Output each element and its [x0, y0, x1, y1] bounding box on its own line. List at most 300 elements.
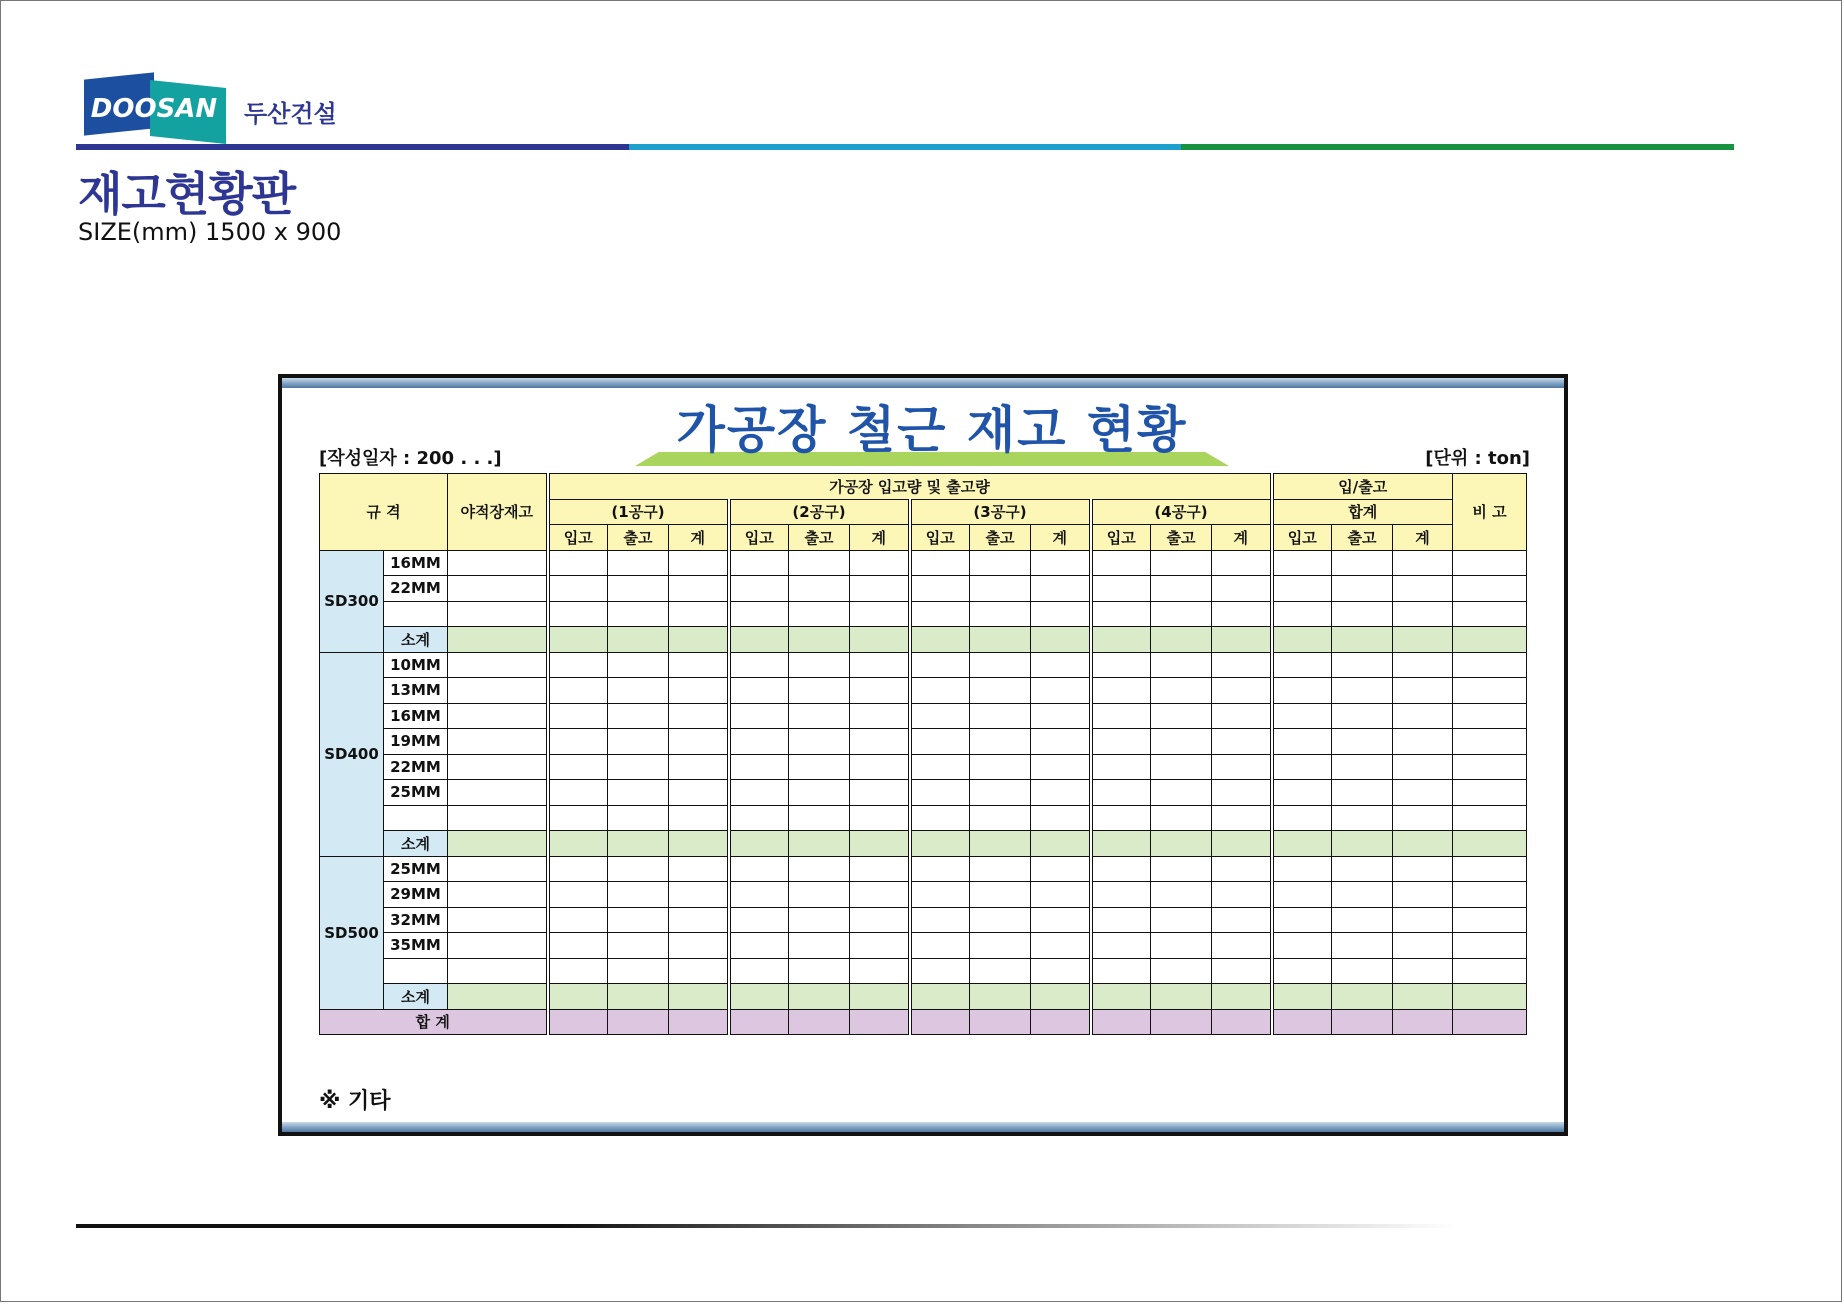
qty-cell[interactable] — [1332, 831, 1393, 857]
total-cell[interactable] — [1151, 1009, 1212, 1035]
qty-cell[interactable] — [669, 754, 729, 780]
qty-cell[interactable] — [1091, 831, 1151, 857]
qty-cell[interactable] — [1393, 576, 1453, 602]
qty-cell[interactable] — [669, 805, 729, 831]
qty-cell[interactable] — [608, 805, 669, 831]
qty-cell[interactable] — [548, 958, 608, 984]
qty-cell[interactable] — [1151, 754, 1212, 780]
qty-cell[interactable] — [608, 576, 669, 602]
qty-cell[interactable] — [789, 882, 850, 908]
qty-cell[interactable] — [1212, 601, 1272, 627]
qty-cell[interactable] — [548, 754, 608, 780]
qty-cell[interactable] — [789, 984, 850, 1010]
qty-cell[interactable] — [970, 703, 1031, 729]
qty-cell[interactable] — [789, 678, 850, 704]
qty-cell[interactable] — [1212, 933, 1272, 959]
remarks-cell[interactable] — [1453, 652, 1527, 678]
qty-cell[interactable] — [1272, 652, 1332, 678]
qty-cell[interactable] — [1151, 703, 1212, 729]
qty-cell[interactable] — [548, 933, 608, 959]
qty-cell[interactable] — [910, 856, 970, 882]
remarks-cell[interactable] — [1453, 703, 1527, 729]
qty-cell[interactable] — [1272, 856, 1332, 882]
qty-cell[interactable] — [729, 958, 789, 984]
qty-cell[interactable] — [729, 933, 789, 959]
qty-cell[interactable] — [1091, 907, 1151, 933]
qty-cell[interactable] — [1332, 678, 1393, 704]
qty-cell[interactable] — [1393, 958, 1453, 984]
qty-cell[interactable] — [789, 907, 850, 933]
qty-cell[interactable] — [729, 550, 789, 576]
qty-cell[interactable] — [1332, 652, 1393, 678]
qty-cell[interactable] — [669, 780, 729, 806]
qty-cell[interactable] — [910, 678, 970, 704]
remarks-cell[interactable] — [1453, 882, 1527, 908]
qty-cell[interactable] — [1031, 754, 1091, 780]
qty-cell[interactable] — [669, 703, 729, 729]
total-cell[interactable] — [850, 1009, 910, 1035]
qty-cell[interactable] — [1332, 754, 1393, 780]
qty-cell[interactable] — [850, 856, 910, 882]
qty-cell[interactable] — [669, 907, 729, 933]
qty-cell[interactable] — [1393, 907, 1453, 933]
qty-cell[interactable] — [729, 882, 789, 908]
qty-cell[interactable] — [1091, 601, 1151, 627]
qty-cell[interactable] — [1212, 627, 1272, 653]
qty-cell[interactable] — [1151, 907, 1212, 933]
total-cell[interactable] — [608, 1009, 669, 1035]
total-cell[interactable] — [789, 1009, 850, 1035]
qty-cell[interactable] — [970, 780, 1031, 806]
qty-cell[interactable] — [1091, 627, 1151, 653]
qty-cell[interactable] — [548, 576, 608, 602]
qty-cell[interactable] — [1151, 882, 1212, 908]
qty-cell[interactable] — [789, 933, 850, 959]
qty-cell[interactable] — [1031, 550, 1091, 576]
qty-cell[interactable] — [1393, 882, 1453, 908]
yard-stock-cell[interactable] — [448, 907, 548, 933]
qty-cell[interactable] — [789, 780, 850, 806]
qty-cell[interactable] — [1212, 856, 1272, 882]
qty-cell[interactable] — [1091, 882, 1151, 908]
qty-cell[interactable] — [1393, 627, 1453, 653]
qty-cell[interactable] — [1393, 780, 1453, 806]
qty-cell[interactable] — [669, 550, 729, 576]
yard-stock-cell[interactable] — [448, 729, 548, 755]
qty-cell[interactable] — [1272, 984, 1332, 1010]
qty-cell[interactable] — [1393, 550, 1453, 576]
qty-cell[interactable] — [729, 856, 789, 882]
qty-cell[interactable] — [789, 703, 850, 729]
total-cell[interactable] — [1031, 1009, 1091, 1035]
qty-cell[interactable] — [1272, 780, 1332, 806]
qty-cell[interactable] — [1272, 703, 1332, 729]
qty-cell[interactable] — [729, 831, 789, 857]
total-cell[interactable] — [729, 1009, 789, 1035]
qty-cell[interactable] — [850, 882, 910, 908]
qty-cell[interactable] — [1212, 703, 1272, 729]
qty-cell[interactable] — [850, 601, 910, 627]
qty-cell[interactable] — [970, 907, 1031, 933]
qty-cell[interactable] — [1212, 780, 1272, 806]
qty-cell[interactable] — [910, 805, 970, 831]
qty-cell[interactable] — [1272, 601, 1332, 627]
remarks-cell[interactable] — [1453, 754, 1527, 780]
qty-cell[interactable] — [729, 729, 789, 755]
remarks-cell[interactable] — [1453, 576, 1527, 602]
qty-cell[interactable] — [850, 958, 910, 984]
qty-cell[interactable] — [1212, 958, 1272, 984]
qty-cell[interactable] — [1393, 652, 1453, 678]
qty-cell[interactable] — [1332, 627, 1393, 653]
qty-cell[interactable] — [1091, 805, 1151, 831]
qty-cell[interactable] — [1151, 958, 1212, 984]
yard-stock-cell[interactable] — [448, 576, 548, 602]
qty-cell[interactable] — [1272, 729, 1332, 755]
qty-cell[interactable] — [548, 703, 608, 729]
qty-cell[interactable] — [1332, 907, 1393, 933]
qty-cell[interactable] — [1091, 780, 1151, 806]
qty-cell[interactable] — [1272, 831, 1332, 857]
qty-cell[interactable] — [729, 805, 789, 831]
qty-cell[interactable] — [1212, 678, 1272, 704]
qty-cell[interactable] — [1151, 652, 1212, 678]
qty-cell[interactable] — [548, 627, 608, 653]
yard-stock-cell[interactable] — [448, 627, 548, 653]
yard-stock-cell[interactable] — [448, 958, 548, 984]
qty-cell[interactable] — [1031, 576, 1091, 602]
qty-cell[interactable] — [910, 550, 970, 576]
qty-cell[interactable] — [910, 831, 970, 857]
qty-cell[interactable] — [1332, 550, 1393, 576]
qty-cell[interactable] — [1212, 652, 1272, 678]
qty-cell[interactable] — [608, 831, 669, 857]
qty-cell[interactable] — [729, 678, 789, 704]
qty-cell[interactable] — [608, 984, 669, 1010]
qty-cell[interactable] — [1212, 882, 1272, 908]
qty-cell[interactable] — [1272, 933, 1332, 959]
qty-cell[interactable] — [970, 652, 1031, 678]
qty-cell[interactable] — [850, 703, 910, 729]
qty-cell[interactable] — [910, 652, 970, 678]
total-remarks-cell[interactable] — [1453, 1009, 1527, 1035]
qty-cell[interactable] — [910, 984, 970, 1010]
qty-cell[interactable] — [1091, 652, 1151, 678]
qty-cell[interactable] — [608, 627, 669, 653]
qty-cell[interactable] — [850, 550, 910, 576]
qty-cell[interactable] — [669, 627, 729, 653]
qty-cell[interactable] — [729, 601, 789, 627]
remarks-cell[interactable] — [1453, 550, 1527, 576]
yard-stock-cell[interactable] — [448, 831, 548, 857]
qty-cell[interactable] — [910, 627, 970, 653]
qty-cell[interactable] — [910, 576, 970, 602]
yard-stock-cell[interactable] — [448, 805, 548, 831]
qty-cell[interactable] — [910, 882, 970, 908]
qty-cell[interactable] — [1393, 601, 1453, 627]
qty-cell[interactable] — [1031, 780, 1091, 806]
qty-cell[interactable] — [789, 958, 850, 984]
qty-cell[interactable] — [1212, 831, 1272, 857]
qty-cell[interactable] — [1031, 703, 1091, 729]
qty-cell[interactable] — [729, 984, 789, 1010]
qty-cell[interactable] — [1091, 678, 1151, 704]
qty-cell[interactable] — [1272, 754, 1332, 780]
qty-cell[interactable] — [1151, 729, 1212, 755]
qty-cell[interactable] — [1272, 627, 1332, 653]
qty-cell[interactable] — [669, 984, 729, 1010]
remarks-cell[interactable] — [1453, 958, 1527, 984]
qty-cell[interactable] — [729, 754, 789, 780]
yard-stock-cell[interactable] — [448, 856, 548, 882]
qty-cell[interactable] — [548, 780, 608, 806]
qty-cell[interactable] — [970, 882, 1031, 908]
qty-cell[interactable] — [1031, 601, 1091, 627]
remarks-cell[interactable] — [1453, 856, 1527, 882]
total-cell[interactable] — [548, 1009, 608, 1035]
qty-cell[interactable] — [1091, 958, 1151, 984]
qty-cell[interactable] — [910, 780, 970, 806]
qty-cell[interactable] — [1272, 550, 1332, 576]
qty-cell[interactable] — [548, 984, 608, 1010]
qty-cell[interactable] — [1393, 856, 1453, 882]
qty-cell[interactable] — [1332, 984, 1393, 1010]
qty-cell[interactable] — [1272, 882, 1332, 908]
qty-cell[interactable] — [970, 958, 1031, 984]
qty-cell[interactable] — [850, 831, 910, 857]
qty-cell[interactable] — [1151, 576, 1212, 602]
qty-cell[interactable] — [789, 831, 850, 857]
yard-stock-cell[interactable] — [448, 678, 548, 704]
qty-cell[interactable] — [608, 933, 669, 959]
qty-cell[interactable] — [669, 958, 729, 984]
qty-cell[interactable] — [1332, 703, 1393, 729]
qty-cell[interactable] — [970, 678, 1031, 704]
qty-cell[interactable] — [1272, 907, 1332, 933]
qty-cell[interactable] — [1332, 805, 1393, 831]
qty-cell[interactable] — [729, 780, 789, 806]
qty-cell[interactable] — [548, 907, 608, 933]
qty-cell[interactable] — [729, 703, 789, 729]
qty-cell[interactable] — [789, 754, 850, 780]
qty-cell[interactable] — [669, 576, 729, 602]
yard-stock-cell[interactable] — [448, 933, 548, 959]
qty-cell[interactable] — [1151, 856, 1212, 882]
qty-cell[interactable] — [669, 933, 729, 959]
qty-cell[interactable] — [789, 729, 850, 755]
qty-cell[interactable] — [910, 754, 970, 780]
qty-cell[interactable] — [729, 627, 789, 653]
qty-cell[interactable] — [850, 780, 910, 806]
qty-cell[interactable] — [1091, 576, 1151, 602]
qty-cell[interactable] — [1031, 831, 1091, 857]
remarks-cell[interactable] — [1453, 729, 1527, 755]
qty-cell[interactable] — [608, 882, 669, 908]
qty-cell[interactable] — [1091, 550, 1151, 576]
qty-cell[interactable] — [1212, 907, 1272, 933]
qty-cell[interactable] — [1031, 882, 1091, 908]
qty-cell[interactable] — [1393, 933, 1453, 959]
qty-cell[interactable] — [1332, 601, 1393, 627]
qty-cell[interactable] — [850, 907, 910, 933]
qty-cell[interactable] — [1393, 729, 1453, 755]
qty-cell[interactable] — [1091, 856, 1151, 882]
qty-cell[interactable] — [970, 550, 1031, 576]
qty-cell[interactable] — [608, 703, 669, 729]
qty-cell[interactable] — [850, 984, 910, 1010]
qty-cell[interactable] — [1272, 805, 1332, 831]
qty-cell[interactable] — [850, 805, 910, 831]
total-cell[interactable] — [1091, 1009, 1151, 1035]
qty-cell[interactable] — [1151, 984, 1212, 1010]
qty-cell[interactable] — [1332, 576, 1393, 602]
qty-cell[interactable] — [669, 831, 729, 857]
qty-cell[interactable] — [669, 678, 729, 704]
qty-cell[interactable] — [1212, 576, 1272, 602]
qty-cell[interactable] — [669, 729, 729, 755]
qty-cell[interactable] — [669, 601, 729, 627]
qty-cell[interactable] — [548, 678, 608, 704]
qty-cell[interactable] — [970, 933, 1031, 959]
qty-cell[interactable] — [850, 754, 910, 780]
yard-stock-cell[interactable] — [448, 652, 548, 678]
qty-cell[interactable] — [789, 805, 850, 831]
qty-cell[interactable] — [789, 856, 850, 882]
qty-cell[interactable] — [1212, 729, 1272, 755]
yard-stock-cell[interactable] — [448, 703, 548, 729]
qty-cell[interactable] — [789, 652, 850, 678]
total-cell[interactable] — [910, 1009, 970, 1035]
qty-cell[interactable] — [910, 933, 970, 959]
qty-cell[interactable] — [970, 984, 1031, 1010]
qty-cell[interactable] — [970, 754, 1031, 780]
qty-cell[interactable] — [850, 933, 910, 959]
yard-stock-cell[interactable] — [448, 754, 548, 780]
qty-cell[interactable] — [1332, 729, 1393, 755]
qty-cell[interactable] — [789, 576, 850, 602]
remarks-cell[interactable] — [1453, 933, 1527, 959]
qty-cell[interactable] — [1212, 984, 1272, 1010]
qty-cell[interactable] — [970, 729, 1031, 755]
qty-cell[interactable] — [1151, 678, 1212, 704]
qty-cell[interactable] — [608, 856, 669, 882]
qty-cell[interactable] — [850, 652, 910, 678]
qty-cell[interactable] — [1151, 933, 1212, 959]
qty-cell[interactable] — [1151, 550, 1212, 576]
qty-cell[interactable] — [970, 831, 1031, 857]
yard-stock-cell[interactable] — [448, 601, 548, 627]
qty-cell[interactable] — [970, 627, 1031, 653]
remarks-cell[interactable] — [1453, 831, 1527, 857]
qty-cell[interactable] — [789, 627, 850, 653]
qty-cell[interactable] — [608, 652, 669, 678]
qty-cell[interactable] — [1272, 576, 1332, 602]
qty-cell[interactable] — [789, 550, 850, 576]
qty-cell[interactable] — [1393, 754, 1453, 780]
qty-cell[interactable] — [1393, 831, 1453, 857]
qty-cell[interactable] — [669, 882, 729, 908]
qty-cell[interactable] — [669, 856, 729, 882]
qty-cell[interactable] — [1091, 703, 1151, 729]
qty-cell[interactable] — [1091, 984, 1151, 1010]
qty-cell[interactable] — [1031, 933, 1091, 959]
remarks-cell[interactable] — [1453, 984, 1527, 1010]
yard-stock-cell[interactable] — [448, 882, 548, 908]
qty-cell[interactable] — [910, 958, 970, 984]
qty-cell[interactable] — [548, 831, 608, 857]
qty-cell[interactable] — [548, 856, 608, 882]
qty-cell[interactable] — [970, 805, 1031, 831]
qty-cell[interactable] — [608, 958, 669, 984]
qty-cell[interactable] — [1151, 831, 1212, 857]
qty-cell[interactable] — [608, 678, 669, 704]
qty-cell[interactable] — [910, 601, 970, 627]
qty-cell[interactable] — [1031, 652, 1091, 678]
qty-cell[interactable] — [1031, 856, 1091, 882]
qty-cell[interactable] — [608, 754, 669, 780]
qty-cell[interactable] — [1332, 882, 1393, 908]
qty-cell[interactable] — [1393, 805, 1453, 831]
yard-stock-cell[interactable] — [448, 984, 548, 1010]
qty-cell[interactable] — [1332, 856, 1393, 882]
qty-cell[interactable] — [548, 652, 608, 678]
yard-stock-cell[interactable] — [448, 780, 548, 806]
qty-cell[interactable] — [1272, 678, 1332, 704]
qty-cell[interactable] — [970, 856, 1031, 882]
qty-cell[interactable] — [1393, 703, 1453, 729]
qty-cell[interactable] — [608, 601, 669, 627]
total-cell[interactable] — [1393, 1009, 1453, 1035]
qty-cell[interactable] — [1272, 958, 1332, 984]
qty-cell[interactable] — [548, 805, 608, 831]
qty-cell[interactable] — [608, 907, 669, 933]
qty-cell[interactable] — [789, 601, 850, 627]
qty-cell[interactable] — [548, 729, 608, 755]
qty-cell[interactable] — [1031, 984, 1091, 1010]
qty-cell[interactable] — [910, 729, 970, 755]
qty-cell[interactable] — [1031, 729, 1091, 755]
qty-cell[interactable] — [1393, 984, 1453, 1010]
total-cell[interactable] — [669, 1009, 729, 1035]
total-cell[interactable] — [970, 1009, 1031, 1035]
qty-cell[interactable] — [1393, 678, 1453, 704]
qty-cell[interactable] — [1091, 729, 1151, 755]
qty-cell[interactable] — [1332, 780, 1393, 806]
qty-cell[interactable] — [850, 678, 910, 704]
remarks-cell[interactable] — [1453, 805, 1527, 831]
qty-cell[interactable] — [1091, 933, 1151, 959]
qty-cell[interactable] — [669, 652, 729, 678]
qty-cell[interactable] — [1031, 907, 1091, 933]
qty-cell[interactable] — [608, 550, 669, 576]
qty-cell[interactable] — [548, 601, 608, 627]
qty-cell[interactable] — [1151, 601, 1212, 627]
qty-cell[interactable] — [1031, 627, 1091, 653]
qty-cell[interactable] — [910, 907, 970, 933]
qty-cell[interactable] — [1151, 627, 1212, 653]
remarks-cell[interactable] — [1453, 678, 1527, 704]
qty-cell[interactable] — [1332, 958, 1393, 984]
qty-cell[interactable] — [1212, 550, 1272, 576]
remarks-cell[interactable] — [1453, 627, 1527, 653]
qty-cell[interactable] — [729, 907, 789, 933]
qty-cell[interactable] — [1212, 754, 1272, 780]
total-cell[interactable] — [1332, 1009, 1393, 1035]
remarks-cell[interactable] — [1453, 780, 1527, 806]
qty-cell[interactable] — [1212, 805, 1272, 831]
yard-stock-cell[interactable] — [448, 550, 548, 576]
qty-cell[interactable] — [1151, 780, 1212, 806]
